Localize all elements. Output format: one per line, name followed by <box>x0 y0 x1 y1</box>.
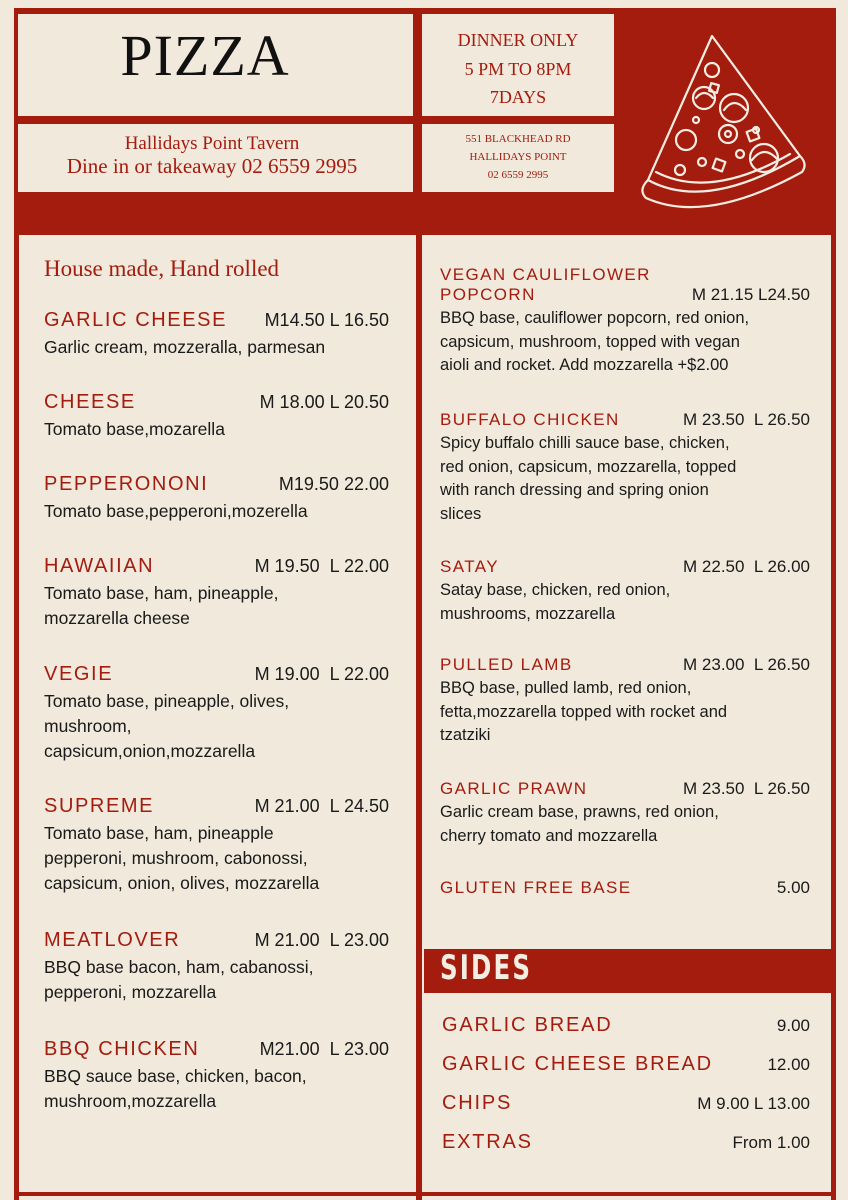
desc-line: Tomato base,pepperoni,mozerella <box>44 501 308 521</box>
item-name-line2: POPCORN <box>440 285 536 304</box>
desc-line: BBQ base, cauliflower popcorn, red onion, <box>440 309 750 327</box>
item-price: M 23.50 L 26.50 <box>683 410 810 429</box>
item-description <box>44 955 389 1005</box>
side-name: GARLIC BREAD <box>442 1014 613 1036</box>
item-price: M 21.15 L24.50 <box>691 285 810 304</box>
menu-item-gluten-free-base <box>440 878 810 898</box>
menu-item-cheese <box>44 391 389 442</box>
hours-line: 5 PM TO 8PM <box>464 58 572 79</box>
item-description <box>44 821 389 896</box>
left-border <box>14 230 19 1200</box>
item-price: M19.50 22.00 <box>278 474 389 494</box>
menu-item-satay <box>440 557 810 626</box>
venue-info <box>22 133 402 177</box>
side-item-chips <box>442 1092 810 1115</box>
desc-line: pepperoni, mushroom, cabonossi, <box>44 848 308 868</box>
menu-item-pulled-lamb <box>440 655 810 748</box>
item-description <box>44 581 389 631</box>
address-line: 551 BLACKHEAD RD <box>465 133 571 145</box>
item-description <box>440 801 810 848</box>
item-name: GARLIC CHEESE <box>44 309 228 331</box>
side-item-garlic-bread <box>442 1014 810 1037</box>
desc-line: fetta,mozzarella topped with rocket and <box>440 702 728 721</box>
side-name: CHIPS <box>442 1092 513 1114</box>
bottom-border <box>14 1192 836 1196</box>
menu-item-supreme <box>44 795 389 896</box>
menu-item-bbq-chicken <box>44 1038 389 1114</box>
desc-line: capsicum,onion,mozzarella <box>44 741 256 761</box>
desc-line: red onion, capsicum, mozzarella, topped <box>440 457 737 476</box>
item-price: M 19.50 L 22.00 <box>254 556 389 576</box>
desc-line: Tomato base, ham, pineapple <box>44 823 274 843</box>
desc-line: Garlic cream, mozzeralla, parmesan <box>44 337 326 357</box>
venue-name: Hallidays Point Tavern <box>124 133 300 154</box>
desc-line: Tomato base, pineapple, olives, <box>44 691 290 711</box>
item-name: GARLIC PRAWN <box>440 779 588 798</box>
desc-line: capsicum, mushroom, topped with vegan <box>440 332 740 351</box>
menu-item-garlic-cheese <box>44 309 389 360</box>
side-price: M 9.00 L 13.00 <box>697 1094 810 1113</box>
desc-line: mozzarella cheese <box>44 608 190 628</box>
item-price: M 23.50 L 26.50 <box>683 779 810 798</box>
address <box>422 130 614 184</box>
item-price: M 22.50 L 26.00 <box>683 557 810 576</box>
menu-item-buffalo-chicken <box>440 410 810 526</box>
center-divider <box>416 230 422 1200</box>
desc-line: Tomato base, ham, pineapple, <box>44 583 279 603</box>
venue-dine-line: Dine in or takeaway 02 6559 2995 <box>66 154 358 178</box>
item-name: BBQ CHICKEN <box>44 1038 200 1060</box>
item-name: VEGIE <box>44 663 114 685</box>
item-price: M14.50 L 16.50 <box>264 310 389 330</box>
item-name: PEPPERONONI <box>44 473 209 495</box>
side-price: 9.00 <box>776 1016 810 1035</box>
item-description <box>44 335 389 360</box>
desc-line: slices <box>440 504 482 523</box>
section-subheading: House made, Hand rolled <box>44 256 280 281</box>
item-name: MEATLOVER <box>44 929 181 951</box>
side-price: From 1.00 <box>732 1133 810 1152</box>
item-price: M 19.00 L 22.00 <box>254 664 389 684</box>
opening-hours <box>422 26 614 112</box>
item-description <box>44 689 389 764</box>
desc-line: BBQ base bacon, ham, cabanossi, <box>44 957 314 977</box>
desc-line: Spicy buffalo chilli sauce base, chicken, <box>440 434 730 452</box>
item-price: M 18.00 L 20.50 <box>259 392 389 412</box>
item-name-line1: VEGAN CAULIFLOWER <box>440 265 651 284</box>
item-price: M 21.00 L 24.50 <box>254 796 389 816</box>
side-item-garlic-cheese-bread <box>442 1053 810 1076</box>
right-border <box>831 230 836 1200</box>
item-description <box>44 417 389 442</box>
menu-item-vegan-cauliflower-popcorn <box>440 265 810 378</box>
sides-title: SIDES <box>440 948 533 988</box>
item-name: CHEESE <box>44 391 136 413</box>
item-price: 5.00 <box>776 878 810 897</box>
address-line: 02 6559 2995 <box>487 169 549 181</box>
side-name: GARLIC CHEESE BREAD <box>442 1053 713 1075</box>
item-name: PULLED LAMB <box>440 655 573 674</box>
item-price: M 21.00 L 23.00 <box>254 930 389 950</box>
desc-line: capsicum, onion, olives, mozzarella <box>44 873 320 893</box>
item-name: BUFFALO CHICKEN <box>440 410 620 429</box>
menu-item-pepperononi <box>44 473 389 524</box>
item-price: M21.00 L 23.00 <box>259 1039 389 1059</box>
menu-item-garlic-prawn <box>440 779 810 848</box>
desc-line: with ranch dressing and spring onion <box>440 481 709 499</box>
item-name: HAWAIIAN <box>44 555 155 577</box>
hours-line: DINNER ONLY <box>457 30 579 50</box>
desc-line: Garlic cream base, prawns, red onion, <box>440 803 719 821</box>
item-name: SATAY <box>440 557 499 576</box>
desc-line: mushrooms, mozzarella <box>440 604 616 623</box>
item-name: SUPREME <box>44 795 155 817</box>
desc-line: BBQ base, pulled lamb, red onion, <box>440 679 692 697</box>
item-price: M 23.00 L 26.50 <box>683 655 810 674</box>
menu-item-meatlover <box>44 929 389 1005</box>
item-description <box>440 579 810 626</box>
menu-item-hawaiian <box>44 555 389 631</box>
item-description <box>440 432 810 526</box>
item-name: GLUTEN FREE BASE <box>440 878 632 897</box>
desc-line: tzatziki <box>440 726 491 744</box>
desc-line: BBQ sauce base, chicken, bacon, <box>44 1066 307 1086</box>
desc-line: pepperoni, mozzarella <box>44 982 217 1002</box>
item-description <box>440 677 810 748</box>
menu-item-vegie <box>44 663 389 764</box>
desc-line: Tomato base,mozarella <box>44 419 225 439</box>
item-description <box>440 307 810 378</box>
side-item-extras <box>442 1131 810 1154</box>
side-name: EXTRAS <box>442 1131 533 1153</box>
item-description <box>44 1064 389 1114</box>
desc-line: mushroom,mozzarella <box>44 1091 217 1111</box>
desc-line: mushroom, <box>44 716 132 736</box>
hours-line: 7DAYS <box>489 87 547 107</box>
page-title: PIZZA <box>120 23 290 88</box>
address-line: HALLIDAYS POINT <box>469 151 567 163</box>
item-description <box>44 499 389 524</box>
desc-line: cherry tomato and mozzarella <box>440 826 658 845</box>
side-price: 12.00 <box>767 1055 810 1074</box>
pizza-slice-icon <box>636 30 808 215</box>
desc-line: aioli and rocket. Add mozzarella +$2.00 <box>440 356 729 374</box>
desc-line: Satay base, chicken, red onion, <box>440 581 671 599</box>
